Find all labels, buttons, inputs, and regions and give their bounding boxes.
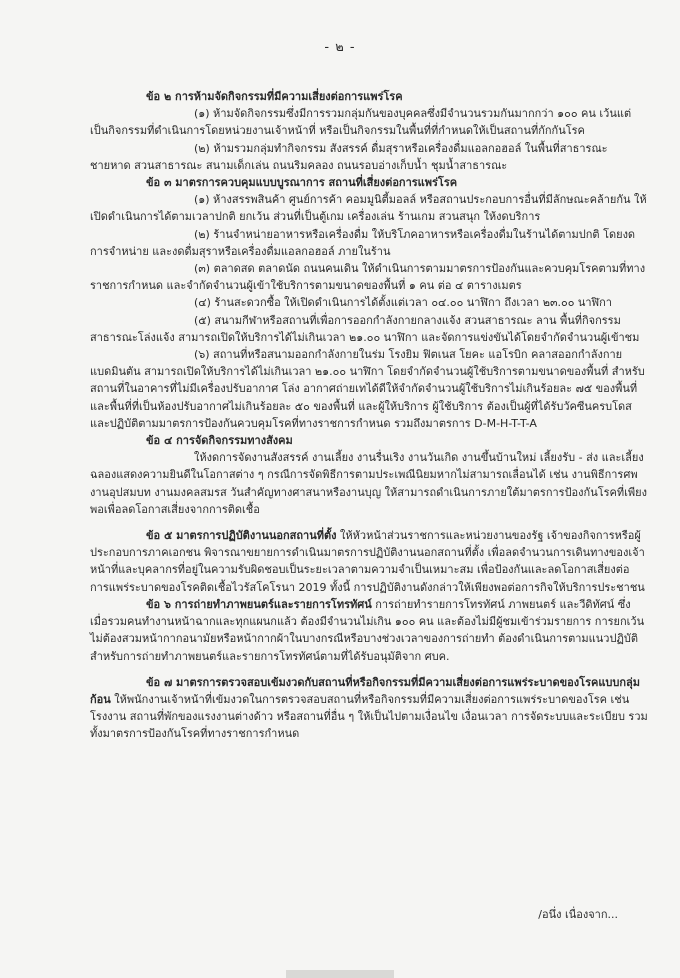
paragraph-text: (๔) ร้านสะดวกซื้อ ให้เปิดดำเนินการได้ตั้งแต่เวลา ๐๔.๐๐ นาฬิกา ถึงเวลา ๒๓.๐๐ นาฬิกา: [194, 296, 612, 310]
document-body: [90, 88, 648, 743]
paragraph: [90, 174, 648, 191]
paragraph-text: (๑) ห้ามจัดกิจกรรมซึ่งมีการรวมกลุ่มกันของบุคคลซึ่งมีจำนวนรวมกันมากกว่า ๑๐๐ คน เว้นแต่ เป็นกิจกรรมที่ดำเนินการโดยหน่วยงานเจ้าหน้าที่ หรือเป็นกิจกรรมในพื้นที่ที่กำหนดให้เป็นสถานที่กักกันโรค: [90, 107, 632, 138]
paragraph-text: (๒) ร้านจำหน่ายอาหารหรือเครื่องดื่ม ให้บริโภคอาหารหรือเครื่องดื่มในร้านได้ตามปกติ โดยงดการจำหน่าย และงดดื่มสุราหรือเครื่องดื่มแอลกอฮอล์ ภายในร้าน: [90, 227, 636, 258]
paragraph-text: ให้งดการจัดงานสังสรรค์ งานเลี้ยง งานรื่นเริง งานวันเกิด งานขึ้นบ้านใหม่ เลี้ยงรับ - ส่ง และเลี้ยงฉลองแสดงความยินดีในโอกาสต่าง ๆ กรณีการจัดพิธีการตามประเพณีนิยมหากไม่สามารถเลื่อนได้ เช่น งานพิธีการศพ งานอุปสมบท งานมงคลสมรส วันสำคัญทางศาสนาหรืองานบุญ ให้สามารถดำเนินการภายใต้มาตรการป้องกันโรคที่เพียงพอเพื่อลดโอกาสเสี่ยงจากการติดเชื้อ: [90, 451, 647, 516]
paragraph-text: (๓) ตลาดสด ตลาดนัด ถนนคนเดิน ให้ดำเนินการตามมาตรการป้องกันและควบคุมโรคตามที่ทางราชการกำหนด และจำกัดจำนวนผู้เข้าใช้บริการตามขนาดของพื้นที่ ๑ คน ต่อ ๔ ตารางเมตร: [90, 262, 646, 293]
paragraph-text: (๕) สนามกีฬาหรือสถานที่เพื่อการออกกำลังกายกลางแจ้ง สวนสาธารณะ ลาน พื้นที่กิจกรรมสาธารณะโล่งแจ้ง สามารถเปิดให้บริการได้ไม่เกินเวลา ๒๑.๐๐ นาฬิกา และจัดการแข่งขันได้โดยจำกัดจำนวนผู้เข้าชม: [90, 313, 640, 344]
clause-heading: ข้อ ๗ มาตรการตรวจสอบเข้มงวดกับสถานที่หรือกิจกรรมที่มีความเสี่ยงต่อการแพร่ระบาดของโรคแบบกลุ่มก้อน: [90, 675, 641, 706]
clause-heading: ข้อ ๓ มาตรการควบคุมแบบบูรณาการ สถานที่เสี่ยงต่อการแพร่โรค: [146, 176, 458, 190]
paragraph: [90, 191, 648, 225]
paragraph: [90, 226, 648, 260]
paragraph-text: ให้หัวหน้าส่วนราชการและหน่วยงานของรัฐ เจ้าของกิจการหรือผู้ประกอบการภาคเอกชน พิจารณาขยายการดำเนินมาตรการปฏิบัติงานนอกสถานที่ตั้ง เพื่อลดจำนวนการเดินทางของเจ้าหน้าที่และบุคลากรที่อยู่ในความรับผิดชอบเป็นระยะเวลาตามความจำเป็นเหมาะสม เพื่อป้องกันและลดโอกาสเสี่ยงต่อการแพร่ระบาดของโรคติดเชื้อไวรัสโคโรนา 2019 ทั้งนี้ การปฏิบัติงานดังกล่าวให้เพียงพอต่อการกิจให้บริการประชาชน: [90, 529, 645, 594]
paragraph: [90, 260, 648, 294]
clause-heading: ข้อ ๖ การถ่ายทำภาพยนตร์และรายการโทรทัศน์: [146, 597, 372, 611]
paragraph-text: (๒) ห้ามรวมกลุ่มทำกิจกรรม สังสรรค์ ดื่มสุราหรือเครื่องดื่มแอลกอฮอล์ ในพื้นที่สาธารณะ ชายหาด สวนสาธารณะ สนามเด็กเล่น ถนนริมคลอง ถนนรอบอ่างเก็บน้ำ ชุมน้ำสาธารณะ: [90, 141, 608, 172]
paragraph-text: การถ่ายทำรายการโทรทัศน์ ภาพยนตร์ และวีดิทัศน์ ซึ่งเมื่อรวมคนทำงานหน้าฉากและทุกแผนกแล้ว ต้องมีจำนวนไม่เกิน ๑๐๐ คน และต้องไม่มีผู้ชมเข้าร่วมรายการ การยกเว้นไม่ต้องสวมหน้ากากอนามัยหรือหน้ากากผ้าในบางกรณีหรือบางช่วงเวลาของการถ่ายทำ ต้องดำเนินการตามแนวปฏิบัติสำหรับการถ่ายทำภาพยนตร์และรายการโทรทัศน์ตามที่ได้รับอนุมัติจาก ศบค.: [90, 597, 645, 663]
paragraph: [90, 346, 648, 432]
paragraph: [90, 527, 648, 596]
clause-heading: ข้อ ๒ การห้ามจัดกิจกรรมที่มีความเสี่ยงต่อการแพร่โรค: [146, 90, 403, 103]
paragraph-text: (๑) ห้างสรรพสินค้า ศูนย์การค้า คอมมูนิตี้มอลล์ หรือสถานประกอบการอื่นที่มีลักษณะคล้ายกัน ให้เปิดดำเนินการได้ตามเวลาปกติ ยกเว้น ส่วนที่เป็นตู้เกม เครื่องเล่น ร้านเกม สวนสนุก ให้งดบริการ: [90, 193, 647, 224]
paragraph: [90, 88, 648, 105]
paragraph: [90, 596, 648, 665]
footer-scan-mark: [286, 970, 394, 978]
paragraph: [90, 140, 648, 174]
paragraph: [90, 294, 648, 311]
page-number: - ๒ -: [324, 40, 356, 55]
paragraph: [90, 105, 648, 139]
paragraph: [90, 674, 648, 743]
paragraph-text: ให้พนักงานเจ้าหน้าที่เข้มงวดในการตรวจสอบสถานที่หรือกิจกรรมที่มีความเสี่ยงต่อการแพร่ระบาดของโรค เช่น โรงงาน สถานที่พักของแรงงานต่างด้าว หรือสถานที่อื่น ๆ ให้เป็นไปตามเงื่อนไข เงื่อนเวลา การจัดระบบและระเบียบ รวมทั้งมาตรการป้องกันโรคที่ทางราชการกำหนด: [90, 692, 648, 741]
clause-heading: ข้อ ๔ การจัดกิจกรรมทางสังคม: [146, 434, 293, 448]
paragraph: [90, 449, 648, 518]
continuation-text: /อนึ่ง เนื่องจาก...: [538, 908, 618, 921]
clause-heading: ข้อ ๕ มาตรการปฏิบัติงานนอกสถานที่ตั้ง: [146, 529, 337, 543]
paragraph: [90, 432, 648, 449]
paragraph: [90, 312, 648, 346]
paragraph-text: (๖) สถานที่หรือสนามออกกำลังกายในร่ม โรงยิม ฟิตเนส โยคะ แอโรบิก คลาสออกกำลังกาย แบดมินตัน สามารถเปิดให้บริการได้ไม่เกินเวลา ๒๑.๐๐ นาฬิกา โดยจำกัดจำนวนผู้ใช้บริการตามขนาดของพื้นที่ สำหรับสถานที่ในอาคารที่ไม่มีเครื่องปรับอากาศ โล่ง อากาศถ่ายเทได้ดีให้จำกัดจำนวนผู้ใช้บริการไม่เกินร้อยละ ๗๕ ของพื้นที่ และพื้นที่ที่เป็นห้องปรับอากาศไม่เกินร้อยละ ๕๐ ของพื้นที่ และผู้ให้บริการ ผู้ใช้บริการ ต้องเป็นผู้ที่ได้รับวัคซีนครบโดส และปฏิบัติตามมาตรการป้องกันควบคุมโรคที่ทางราชการกำหนด รวมถึงมาตรการ D-M-H-T-T-A: [90, 348, 645, 430]
